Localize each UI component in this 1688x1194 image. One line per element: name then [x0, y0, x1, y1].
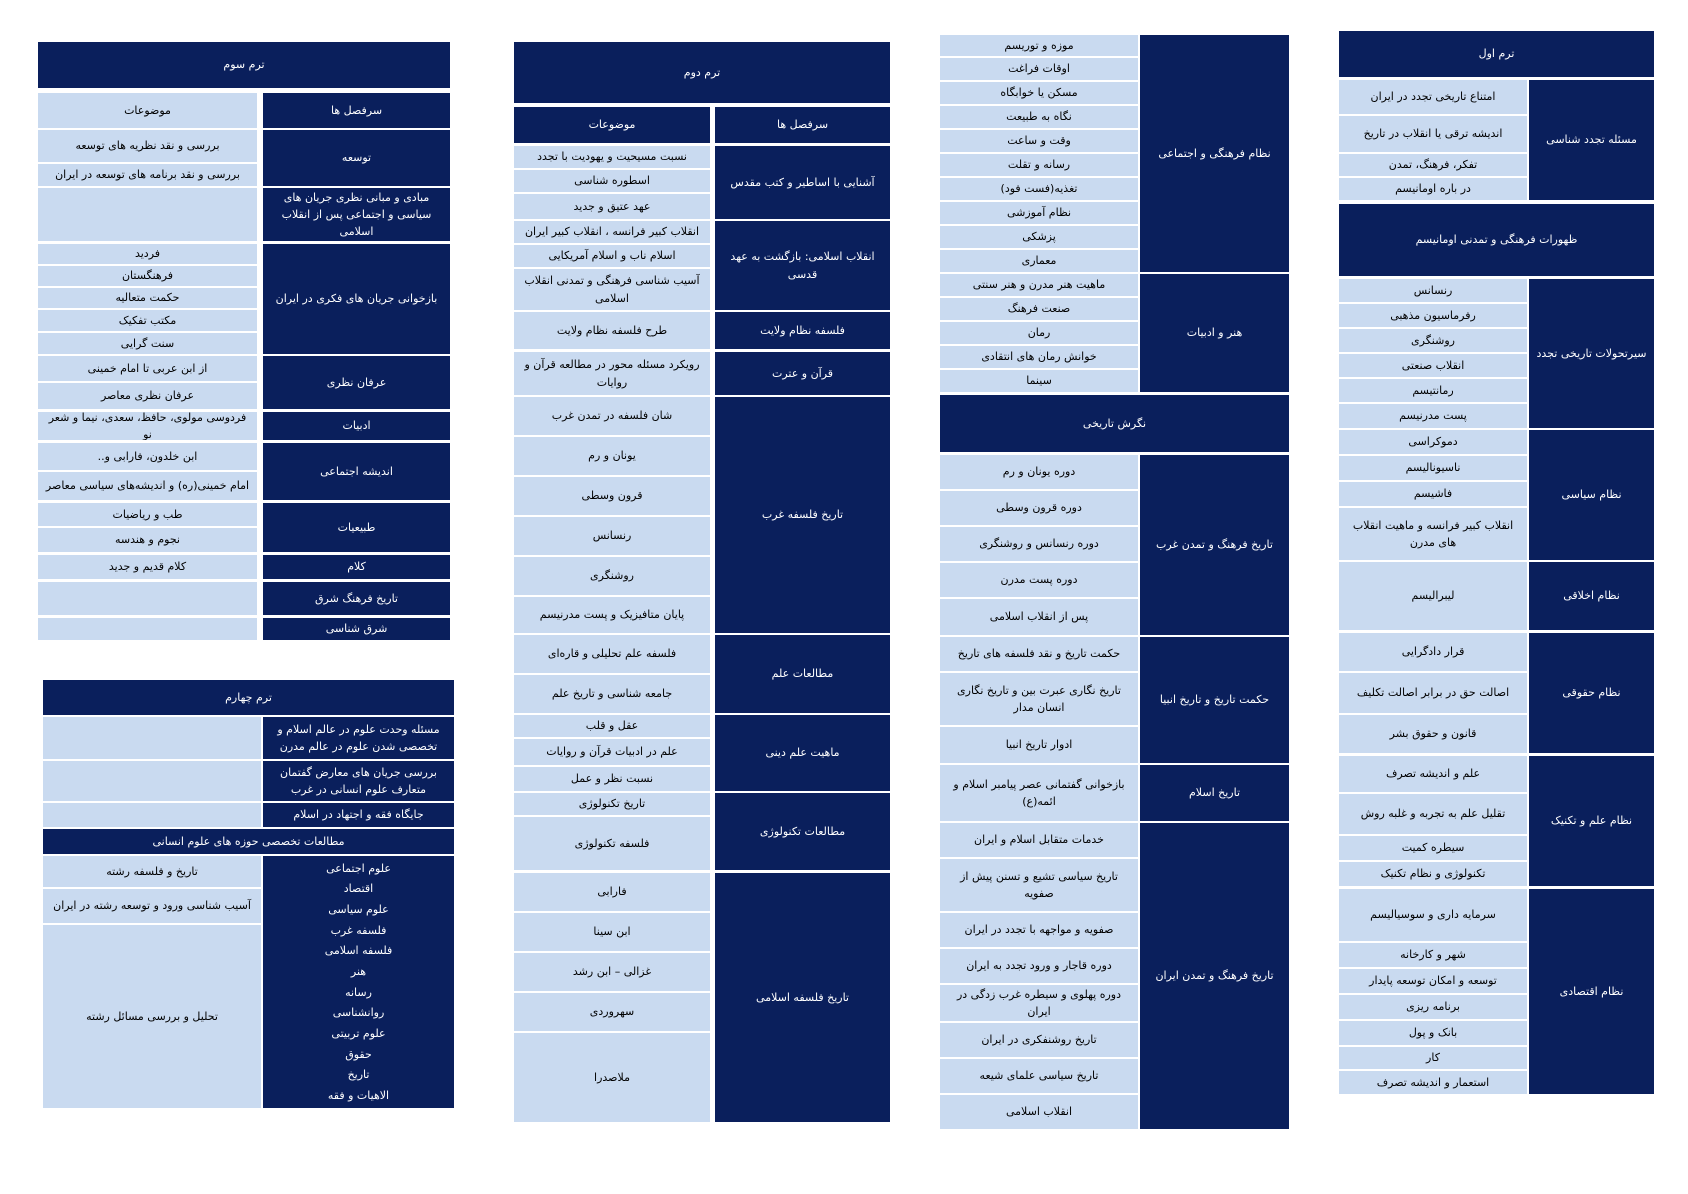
term3-topic: بررسی و نقد نظریه های توسعه — [38, 130, 257, 162]
term3-topic: امام خمینی(ره) و اندیشه‌های سیاسی معاصر — [38, 472, 257, 500]
term3-topic — [38, 188, 257, 241]
term2-topic: اسلام ناب و اسلام آمریکایی — [514, 245, 710, 267]
term4-field: علوم تربیتی — [331, 1027, 386, 1041]
term2-topic: عقل و قلب — [514, 715, 710, 737]
term3-topic: نجوم و هندسه — [38, 528, 257, 552]
col3-section-label: تاریخ اسلام — [1140, 765, 1289, 821]
term2-col-header-topics: موضوعات — [514, 107, 710, 143]
term3-topic: بررسی و نقد برنامه های توسعه در ایران — [38, 164, 257, 186]
term1-topic: رمانتیسم — [1339, 379, 1527, 402]
term2-topic: نسبت نظر و عمل — [514, 767, 710, 791]
term3-topic: حکمت متعالیه — [38, 288, 257, 308]
term2-topic: رویکرد مسئله محور در مطالعه قرآن و روایات — [514, 352, 710, 395]
term2-section-label: فلسفه نظام ولایت — [715, 312, 890, 349]
col3-topic: تاریخ نگاری عبرت بین و تاریخ نگاری انسان مدار — [940, 673, 1138, 725]
col3-topic: تغذیه(فست فود) — [940, 178, 1138, 200]
term2-topic: غزالی – ابن رشد — [514, 953, 710, 991]
term1-topic: قرار دادگرایی — [1339, 633, 1527, 671]
term1-section-label: نظام علم و تکنیک — [1529, 756, 1654, 886]
term3-section-label: تاریخ فرهنگ شرق — [263, 582, 450, 615]
term3-topic: از ابن عربی تا امام خمینی — [38, 356, 257, 381]
term1-section-label: نظام حقوقی — [1529, 633, 1654, 753]
term1-topic: در باره اومانیسم — [1339, 178, 1527, 200]
col3-topic: رمان — [940, 322, 1138, 344]
term4-topic: تحلیل و بررسی مسائل رشته — [43, 925, 261, 1108]
col3-topic: حکمت تاریخ و نقد فلسفه های تاریخ — [940, 637, 1138, 671]
term4-field: علوم اجتماعی — [326, 861, 391, 875]
term3-topic: عرفان نظری معاصر — [38, 383, 257, 409]
term1-topic: توسعه و امکان توسعه پایدار — [1339, 969, 1527, 993]
col3-topic: پس از انقلاب اسلامی — [940, 599, 1138, 635]
term1-section-label: نظام اقتصادی — [1529, 889, 1654, 1094]
term3-topic: طب و ریاضیات — [38, 503, 257, 526]
term4-specialized-title: مطالعات تخصصی حوزه های علوم انسانی — [43, 829, 454, 854]
term2-topic: پایان متافیزیک و پست مدرنیسم — [514, 597, 710, 633]
term2-topic: تاریخ تکنولوژی — [514, 793, 710, 815]
col3-topic: خدمات متقابل اسلام و ایران — [940, 823, 1138, 857]
term3-topic: فردوسی مولوی، حافظ، سعدی، نیما و شعر نو — [38, 412, 257, 440]
term3-section-label: بازخوانی جریان های فکری در ایران — [263, 244, 450, 354]
term1-topic: شهر و کارخانه — [1339, 943, 1527, 967]
term1-topic: ناسیونالیسم — [1339, 456, 1527, 480]
term3-section-label: عرفان نظری — [263, 356, 450, 409]
term3-section-label: کلام — [263, 555, 450, 579]
col3-topic: دوره پهلوی و سیطره غرب زدگی در ایران — [940, 985, 1138, 1021]
col3-section-label: نظام فرهنگی و اجتماعی — [1140, 35, 1289, 272]
term2-section-label: انقلاب اسلامی: بازگشت به عهد قدسی — [715, 221, 890, 310]
col3-topic: بازخوانی گفتمانی عصر پیامبر اسلام و ائمه(ع) — [940, 765, 1138, 821]
col3-topic: ادوار تاریخ انبیا — [940, 727, 1138, 763]
term2-topic: جامعه شناسی و تاریخ علم — [514, 675, 710, 713]
term1-section-label: نظام اخلاقی — [1529, 562, 1654, 630]
term3-col-header-headings: سرفصل ها — [263, 93, 450, 128]
term1-section-label: سیرتحولات تاریخی تجدد — [1529, 279, 1654, 428]
term3-section-label: توسعه — [263, 130, 450, 186]
term1-topic: امتناع تاریخی تجدد در ایران — [1339, 80, 1527, 114]
col3-topic: تاریخ روشنفکری در ایران — [940, 1023, 1138, 1057]
col3-topic: نظام آموزشی — [940, 202, 1138, 224]
term4-field: فلسفه غرب — [330, 923, 387, 937]
term3-topic: فرهنگستان — [38, 266, 257, 286]
term3-section-label: ادبیات — [263, 412, 450, 440]
col3-topic: وقت و ساعت — [940, 130, 1138, 152]
col3-topic: دوره رنسانس و روشنگری — [940, 527, 1138, 561]
col3-topic: دوره یونان و رم — [940, 455, 1138, 489]
term4-topic: تاریخ و فلسفه رشته — [43, 856, 261, 887]
term1-topic: قانون و حقوق بشر — [1339, 715, 1527, 753]
term2-topic: نسبت مسیحیت و یهودیت با تجدد — [514, 146, 710, 168]
term4-row-label: مسئله وحدت علوم در عالم اسلام و تخصصی شدن علوم در عالم مدرن — [263, 717, 454, 759]
term4-title: ترم چهارم — [43, 680, 454, 715]
col3-topic: دوره قرون وسطی — [940, 491, 1138, 525]
term1-topic: دموکراسی — [1339, 430, 1527, 454]
term1-section-label: نظام سیاسی — [1529, 430, 1654, 560]
term1-topic: رفرماسیون مذهبی — [1339, 304, 1527, 327]
col3-section-label: هنر و ادبیات — [1140, 274, 1289, 392]
term4-row-label: بررسی جریان های معارض گفتمان متعارف علوم انسانی در غرب — [263, 761, 454, 801]
term4-field: تاریخ — [347, 1068, 370, 1082]
col3-topic: تاریخ سیاسی تشیع و تسنن پیش از صفویه — [940, 859, 1138, 911]
term3-section-label: اندیشه اجتماعی — [263, 443, 450, 500]
term1-topic: فاشیسم — [1339, 482, 1527, 506]
term1-topic: اندیشه ترقی یا انقلاب در تاریخ — [1339, 116, 1527, 152]
term2-section-label: مطالعات تکنولوژی — [715, 793, 890, 870]
col3-topic: ماهیت هنر مدرن و هنر سنتی — [940, 274, 1138, 296]
term3-col-header-topics: موضوعات — [38, 93, 257, 128]
term2-topic: سهروردی — [514, 993, 710, 1031]
term4-field: رسانه — [345, 985, 372, 999]
col3-section-label: حکمت تاریخ و تاریخ انبیا — [1140, 637, 1289, 763]
term2-topic: فلسفه علم تحلیلی و قاره‌ای — [514, 635, 710, 673]
col3-topic: دوره پست مدرن — [940, 563, 1138, 597]
term2-topic: علم در ادبیات قرآن و روایات — [514, 739, 710, 765]
term3-topic: مکتب تفکیک — [38, 310, 257, 331]
term2-topic: یونان و رم — [514, 437, 710, 475]
term3-title: ترم سوم — [38, 42, 450, 88]
term1-topic: لیبرالیسم — [1339, 562, 1527, 630]
term2-topic: انقلاب کبیر فرانسه ، انقلاب کبیر ایران — [514, 221, 710, 243]
term2-topic: ابن سینا — [514, 913, 710, 951]
term1-topic: کار — [1339, 1047, 1527, 1069]
term1-section-band: ظهورات فرهنگی و تمدنی اومانیسم — [1339, 204, 1654, 276]
term2-topic: عهد عتیق و جدید — [514, 194, 710, 219]
term2-section-label: آشنایی با اساطیر و کتب مقدس — [715, 146, 890, 219]
col3-topic: اوقات فراغت — [940, 58, 1138, 80]
term4-fields-cell — [263, 856, 454, 1108]
term1-topic: سیطره کمیت — [1339, 836, 1527, 860]
col3-topic: انقلاب اسلامی — [940, 1095, 1138, 1129]
term3-topic: کلام قدیم و جدید — [38, 555, 257, 579]
col3-topic: دوره قاجار و ورود تجدد به ایران — [940, 949, 1138, 983]
term3-section-label: شرق شناسی — [263, 618, 450, 640]
term2-topic: آسیب شناسی فرهنگی و تمدنی انقلاب اسلامی — [514, 269, 710, 310]
col3-topic: مسکن یا خوابگاه — [940, 82, 1138, 104]
term1-topic: اصالت حق در برابر اصالت تکلیف — [1339, 673, 1527, 713]
term1-topic: استعمار و اندیشه تصرف — [1339, 1071, 1527, 1094]
term2-section-label: مطالعات علم — [715, 635, 890, 713]
col3-topic: خوانش رمان های انتقادی — [940, 346, 1138, 368]
term3-topic: سنت گرایی — [38, 333, 257, 354]
term4-row-empty-cell — [43, 803, 261, 827]
col3-topic: رسانه و تقلت — [940, 154, 1138, 176]
term1-topic: انقلاب کبیر فرانسه و ماهیت انقلاب های مدرن — [1339, 508, 1527, 560]
term2-section-label: تاریخ فلسفه اسلامی — [715, 873, 890, 1122]
term2-section-label: ماهیت علم دینی — [715, 715, 890, 791]
term2-topic: شان فلسفه در تمدن غرب — [514, 397, 710, 435]
term2-topic: طرح فلسفه نظام ولایت — [514, 312, 710, 349]
term2-topic: اسطوره شناسی — [514, 170, 710, 192]
term2-topic: قرون وسطی — [514, 477, 710, 515]
col3-topic: سینما — [940, 370, 1138, 392]
term2-topic: ملاصدرا — [514, 1033, 710, 1122]
term3-topic — [38, 582, 257, 615]
term4-field: حقوق — [345, 1047, 372, 1061]
col3-section-label: تاریخ فرهنگ و تمدن غرب — [1140, 455, 1289, 635]
term3-topic: ابن خلدون، فارابی و.. — [38, 443, 257, 470]
term2-section-label: قرآن و عترت — [715, 352, 890, 395]
term1-topic: علم و اندیشه تصرف — [1339, 756, 1527, 792]
col3-topic: موزه و توریسم — [940, 35, 1138, 56]
term4-field: فلسفه اسلامی — [324, 944, 393, 958]
term1-topic: تقلیل علم به تجربه و غلبه روش — [1339, 794, 1527, 834]
term1-topic: تکنولوژی و نظام تکنیک — [1339, 862, 1527, 886]
term1-title: ترم اول — [1339, 31, 1654, 77]
term3-section-label: طبیعیات — [263, 503, 450, 552]
term4-field: هنر — [350, 965, 367, 979]
col3-topic: پزشکی — [940, 226, 1138, 248]
term2-topic: فلسفه تکنولوژی — [514, 817, 710, 870]
term4-field: اقتصاد — [343, 882, 374, 896]
col3-topic: صنعت فرهنگ — [940, 298, 1138, 320]
term1-topic: رنسانس — [1339, 279, 1527, 302]
term3-topic — [38, 618, 257, 640]
term4-field: روانشناسی — [332, 1006, 385, 1020]
term4-field: الاهیات و فقه — [327, 1089, 390, 1103]
term4-topic: آسیب شناسی ورود و توسعه رشته در ایران — [43, 889, 261, 923]
term4-row-empty-cell — [43, 717, 261, 759]
term1-topic: برنامه ریزی — [1339, 995, 1527, 1019]
term1-topic: تفکر، فرهنگ، تمدن — [1339, 154, 1527, 176]
term2-col-header-headings: سرفصل ها — [715, 107, 890, 143]
term1-topic: پست مدرنیسم — [1339, 404, 1527, 428]
term1-topic: انقلاب صنعتی — [1339, 354, 1527, 377]
term2-topic: فارابی — [514, 873, 710, 911]
term3-section-label: مبادی و مبانی نظری جریان های سیاسی و اجتماعی پس از انقلاب اسلامی — [263, 188, 450, 241]
col3-section-label: تاریخ فرهنگ و تمدن ایران — [1140, 823, 1289, 1129]
term2-title: ترم دوم — [514, 42, 890, 103]
col3-topic: معماری — [940, 250, 1138, 272]
term4-field: علوم سیاسی — [328, 903, 389, 917]
term4-row-empty-cell — [43, 761, 261, 801]
col3-topic: صفویه و مواجهه با تجدد در ایران — [940, 913, 1138, 947]
term1-topic: روشنگری — [1339, 329, 1527, 352]
term2-section-label: تاریخ فلسفه غرب — [715, 397, 890, 633]
term2-topic: روشنگری — [514, 557, 710, 595]
term1-topic: سرمایه داری و سوسیالیسم — [1339, 889, 1527, 941]
term2-topic: رنسانس — [514, 517, 710, 555]
term3-topic: فردید — [38, 244, 257, 264]
term1-topic: بانک و پول — [1339, 1021, 1527, 1045]
term4-row-label: جایگاه فقه و اجتهاد در اسلام — [263, 803, 454, 827]
col3-topic: نگاه به طبیعت — [940, 106, 1138, 128]
term1-section-label: مسئله تجدد شناسی — [1529, 80, 1654, 200]
col3-topic: تاریخ سیاسی علمای شیعه — [940, 1059, 1138, 1093]
col3-section-band: نگرش تاریخی — [940, 395, 1289, 452]
